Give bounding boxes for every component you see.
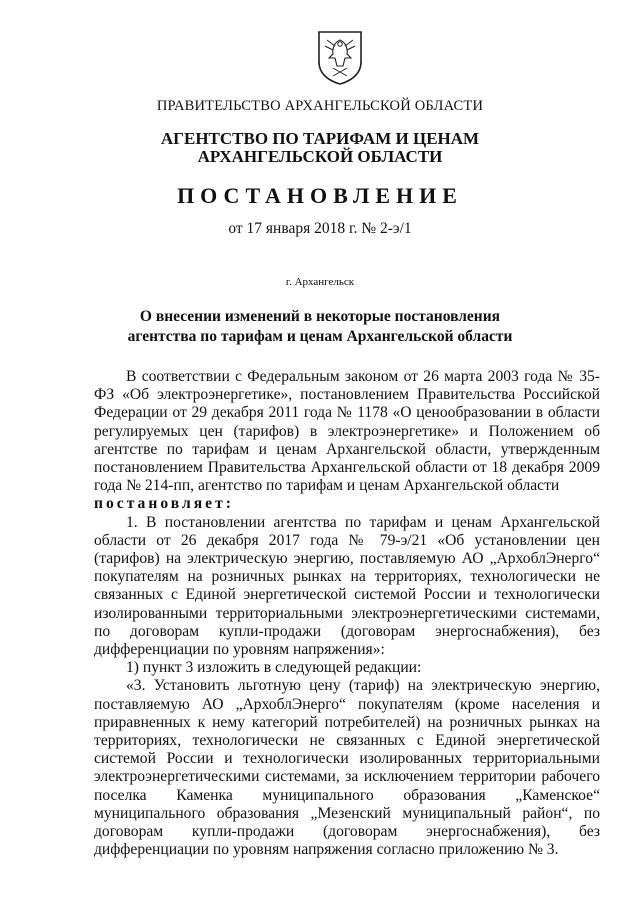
government-name: ПРАВИТЕЛЬСТВО АРХАНГЕЛЬСКОЙ ОБЛАСТИ [156,98,484,114]
subitem-1-paragraph: 1) пункт 3 изложить в следующей редакции: [126,659,422,677]
coat-of-arms-icon [315,28,365,86]
document-city: г. Архангельск [285,276,355,288]
item-1-paragraph: 1. В постановлении агентства по тарифам и ценам Архангельской области от 26 декабря 2017 года № 79-э/21 «Об установлении цен (тарифов) на электрическую энергию, поставляемую АО „АрхоблЭнерго“ покупателям на розничных рынках на территориях, технологически не связанных с Единой энергетической системой России и технологически изолированными территориальными электроэнергетическими системами, по договорам купли-продажи (договорам энергоснабжения), без дифференциации по уровням напряжения»: [94,513,600,659]
agency-name-line1: АГЕНТСТВО ПО ТАРИФАМ И ЦЕНАМ [160,129,480,148]
subject-line1: О внесении изменений в некоторые постановления [139,308,501,325]
document-type: ПОСТАНОВЛЕНИЕ [177,183,463,208]
quoted-clause-paragraph: «3. Установить льготную цену (тариф) на электрическую энергию, поставляемую АО „АрхоблЭнерго“ покупателям (кроме населения и приравненных к нему категорий потребителей) на розничных рынках на территориях, технологически не связанных с Единой энергетической системой России и технологически изолированных территориальными электроэнергетическими системами, за исключением территории рабочего поселка Каменка муниципального образования „Каменское“ муниципального образования „Мезенский муниципальный район“, по договорам купли-продажи (договорам энергоснабжения), без дифференциации по уровням напряжения согласно приложению № 3. [94,677,600,859]
subject-line2: агентства по тарифам и ценам Архангельской области [127,328,513,345]
decides-keyword: постановляет: [94,495,234,513]
document-subject [0,307,640,347]
document-body [94,368,600,859]
agency-name [0,130,640,166]
agency-name-line2: АРХАНГЕЛЬСКОЙ ОБЛАСТИ [197,147,443,166]
preamble-paragraph: В соответствии с Федеральным законом от 26 марта 2003 года № 35-ФЗ «Об электроэнергетике», постановлением Правительства Российской Федерации от 29 декабря 2011 года № 1178 «О ценообразовании в области регулируемых цен (тарифов) в электроэнергетике» и Положением об агентстве по тарифам и ценам Архангельской области, утвержденным постановлением Правительства Архангельской области от 18 декабря 2009 года № 214-пп, агентство по тарифам и ценам Архангельской области [94,368,600,495]
document-date-number: от 17 января 2018 г. № 2-э/1 [228,220,412,237]
